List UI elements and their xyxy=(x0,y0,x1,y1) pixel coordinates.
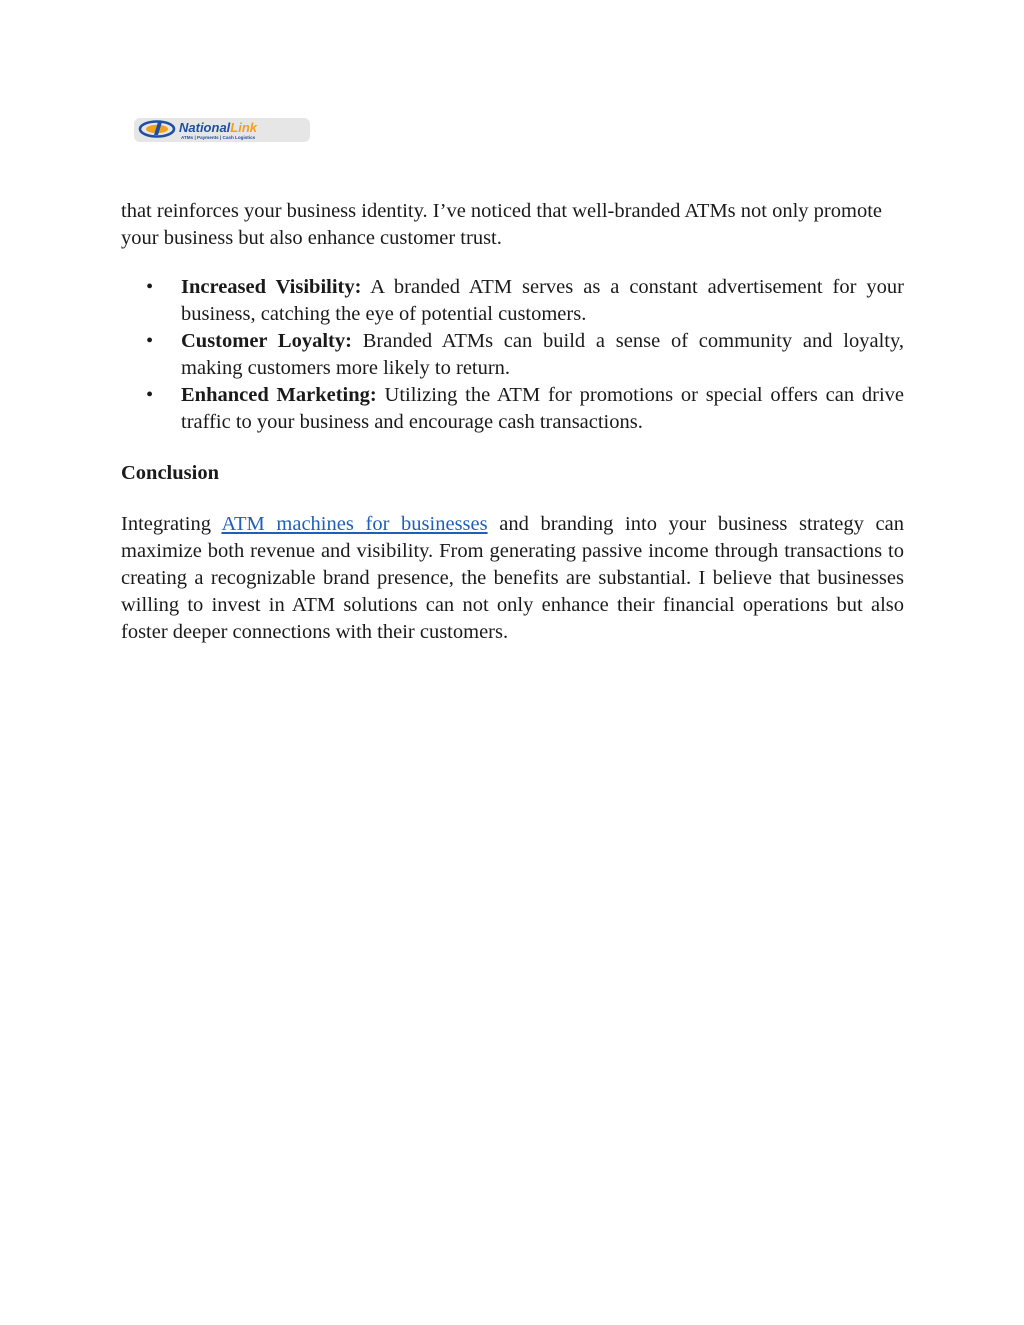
bullet-title: Increased Visibility: xyxy=(181,276,362,298)
conclusion-text-rest: and branding into your business strategy can maximize both revenue and visibility. From generating passive income through transactions to creating a recognizable brand presence, the benefits are substantial. I believe that businesses willing to invest in ATM solutions can not only enhance their financial operations but also foster deeper connections with their customers. xyxy=(121,513,904,643)
bullet-text: Utilizing the ATM for promotions or special offers can drive traffic to your business and encourage cash transactions. xyxy=(181,384,904,433)
conclusion-paragraph xyxy=(121,511,904,646)
conclusion-heading: Conclusion xyxy=(121,462,219,484)
nationallink-logo xyxy=(134,118,310,142)
benefits-list xyxy=(121,274,904,436)
bullet-icon: • xyxy=(146,276,154,298)
bullet-text: Branded ATMs can build a sense of community and loyalty, making customers more likely to return. xyxy=(181,330,904,379)
conclusion-text-start: Integrating xyxy=(121,513,222,535)
bullet-title: Enhanced Marketing: xyxy=(181,384,377,406)
bullet-icon: • xyxy=(146,330,154,352)
logo-brand-national: National xyxy=(179,120,231,135)
document-body xyxy=(121,198,904,646)
list-item xyxy=(121,274,904,328)
bullet-title: Customer Loyalty: xyxy=(181,330,352,352)
list-item xyxy=(121,382,904,436)
bullet-icon: • xyxy=(146,384,154,406)
list-item xyxy=(121,328,904,382)
logo-tagline: ATMs | Payments | Cash Logistics xyxy=(181,135,256,140)
nationallink-logo-graphic xyxy=(134,118,310,142)
logo-brand-text xyxy=(179,120,258,135)
logo-brand-link: Link xyxy=(230,120,258,135)
intro-paragraph: that reinforces your business identity. I’ve noticed that well-branded ATMs not only promote your business but also enhance customer trust. xyxy=(121,200,882,249)
bullet-text: A branded ATM serves as a constant advertisement for your business, catching the eye of potential customers. xyxy=(181,276,904,325)
atm-machines-link[interactable]: ATM machines for businesses xyxy=(221,513,488,535)
